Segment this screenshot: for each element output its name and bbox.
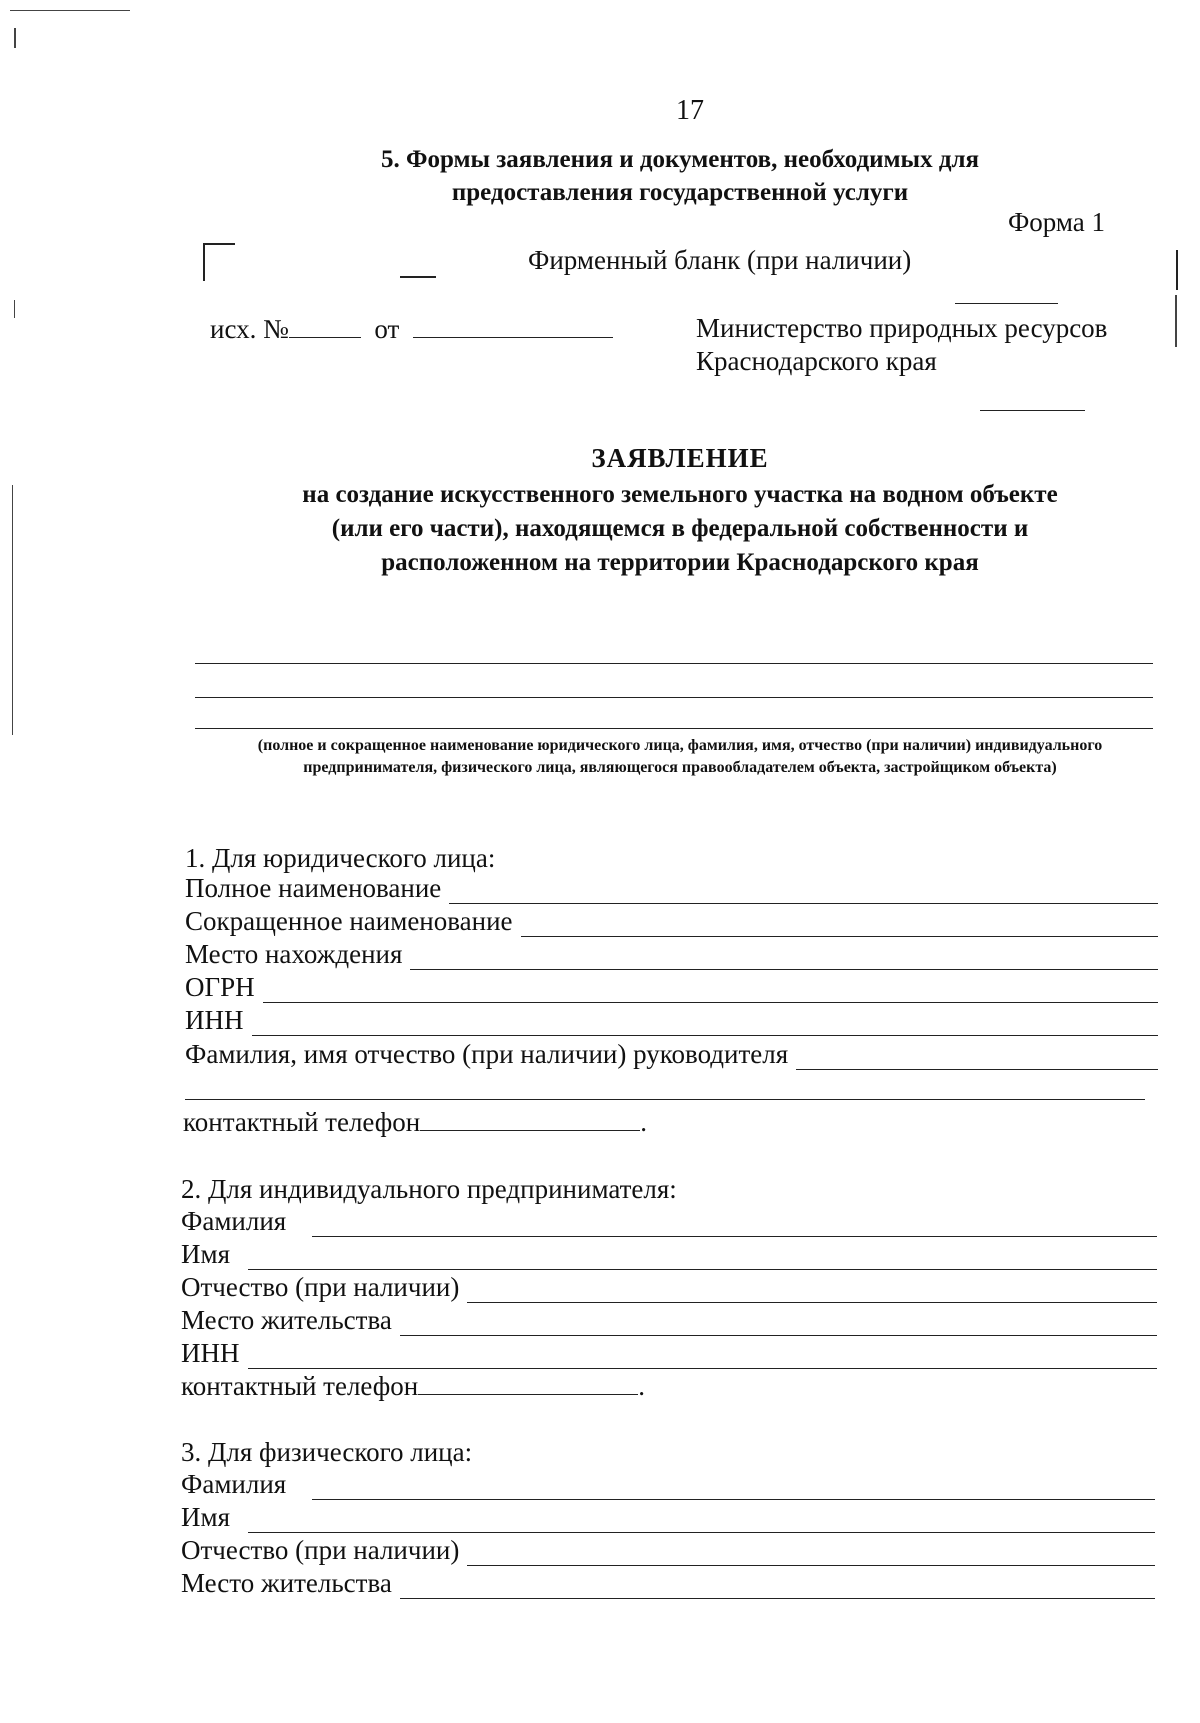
legal-inn-label: ИНН [185,1005,244,1035]
ip-patronymic-row [181,1272,1157,1303]
legal-phone-end: . [640,1107,647,1137]
applicant-line[interactable] [195,697,1153,698]
ip-surname-label: Фамилия [181,1206,287,1236]
legal-phone-label: контактный телефон [183,1107,421,1137]
application-title: ЗАЯВЛЕНИЕ [591,443,769,473]
legal-short-name-field[interactable] [521,914,1158,937]
ip-surname-row [181,1206,1157,1237]
fl-surname-row [181,1469,1155,1500]
margin-mark [1175,295,1177,347]
legal-location-row [185,939,1158,970]
fl-name-row [181,1502,1155,1533]
ip-residence-label: Место жительства [181,1305,392,1335]
applicant-line[interactable] [195,728,1153,729]
legal-short-name-row [185,906,1158,937]
application-subtitle: на создание искусственного земельного участка на водном объекте (или его части), находящемся в федеральной собственности и расположенном на территории Краснодарского края [302,481,1058,576]
date-field[interactable] [413,315,613,338]
page-number: 17 [676,95,704,126]
legal-head-name-label: Фамилия, имя отчество (при наличии) руководителя [185,1039,789,1069]
legal-full-name-field[interactable] [449,881,1158,904]
outgoing-reference [210,314,613,345]
fl-residence-row [181,1568,1155,1599]
letterhead-bracket-left [203,243,235,281]
legal-location-label: Место нахождения [185,939,403,969]
legal-head-name-field[interactable] [796,1047,1158,1070]
scan-edge-mark [12,485,13,735]
ip-inn-row [181,1338,1157,1369]
legal-head-name-continuation[interactable] [185,1099,1145,1100]
fl-residence-label: Место жительства [181,1568,392,1598]
fl-patronymic-row [181,1535,1155,1566]
letterhead-rule [955,303,1058,304]
legal-short-name-label: Сокращенное наименование [185,906,513,936]
legal-ogrn-field[interactable] [263,980,1158,1003]
legal-location-field[interactable] [410,947,1158,970]
ip-patronymic-label: Отчество (при наличии) [181,1272,460,1302]
entrepreneur-heading: 2. Для индивидуального предпринимателя: [181,1174,677,1204]
fl-surname-field[interactable] [312,1477,1155,1500]
date-from-label: от [374,314,400,344]
legal-head-name-row [185,1039,1158,1070]
legal-inn-row [185,1005,1158,1036]
legal-phone-field[interactable] [420,1108,640,1131]
fl-patronymic-label: Отчество (при наличии) [181,1535,460,1565]
ip-name-label: Имя [181,1239,231,1269]
scan-edge-mark [10,10,130,11]
section-title: 5. Формы заявления и документов, необходимых для предоставления государственной услуги [380,146,980,206]
ip-phone-end: . [638,1371,645,1401]
form-label: Форма 1 [1007,207,1105,237]
fl-name-label: Имя [181,1502,231,1532]
individual-heading: 3. Для физического лица: [181,1437,473,1467]
recipient-line-1: Министерство природных ресурсов [696,313,1108,343]
letterhead-dash [400,276,436,278]
scan-edge-mark [14,28,16,48]
recipient-rule [980,410,1085,411]
ip-phone-label: контактный телефон [181,1371,419,1401]
out-number-label: исх. № [210,314,289,344]
ip-patronymic-field[interactable] [467,1280,1157,1303]
ip-name-row [181,1239,1157,1270]
legal-full-name-label: Полное наименование [185,873,442,903]
applicant-line[interactable] [195,663,1153,664]
legal-inn-field[interactable] [252,1013,1159,1036]
ip-residence-field[interactable] [400,1313,1157,1336]
legal-phone-row [183,1107,647,1138]
fl-patronymic-field[interactable] [467,1543,1155,1566]
letterhead-label: Фирменный бланк (при наличии) [528,245,912,275]
legal-ogrn-row [185,972,1158,1003]
recipient [696,312,1107,378]
fl-surname-label: Фамилия [181,1469,287,1499]
out-number-field[interactable] [289,315,361,338]
ip-inn-field[interactable] [248,1346,1158,1369]
letterhead-bracket-right [1170,250,1178,290]
scan-edge-mark [14,300,15,318]
legal-entity-heading: 1. Для юридического лица: [185,843,496,873]
ip-surname-field[interactable] [312,1214,1157,1237]
ip-residence-row [181,1305,1157,1336]
applicant-caption: (полное и сокращенное наименование юридического лица, фамилия, имя, отчество (при наличии) индивидуального предпринимателя, физического лица, являющегося правообладателем объекта, застройщиком объекта) [257,737,1103,776]
fl-name-field[interactable] [248,1510,1155,1533]
ip-name-field[interactable] [248,1247,1157,1270]
legal-ogrn-label: ОГРН [185,972,255,1002]
ip-phone-row [181,1371,645,1402]
ip-inn-label: ИНН [181,1338,240,1368]
legal-full-name-row [185,873,1158,904]
fl-residence-field[interactable] [400,1576,1155,1599]
ip-phone-field[interactable] [418,1372,638,1395]
recipient-line-2: Краснодарского края [696,346,937,376]
